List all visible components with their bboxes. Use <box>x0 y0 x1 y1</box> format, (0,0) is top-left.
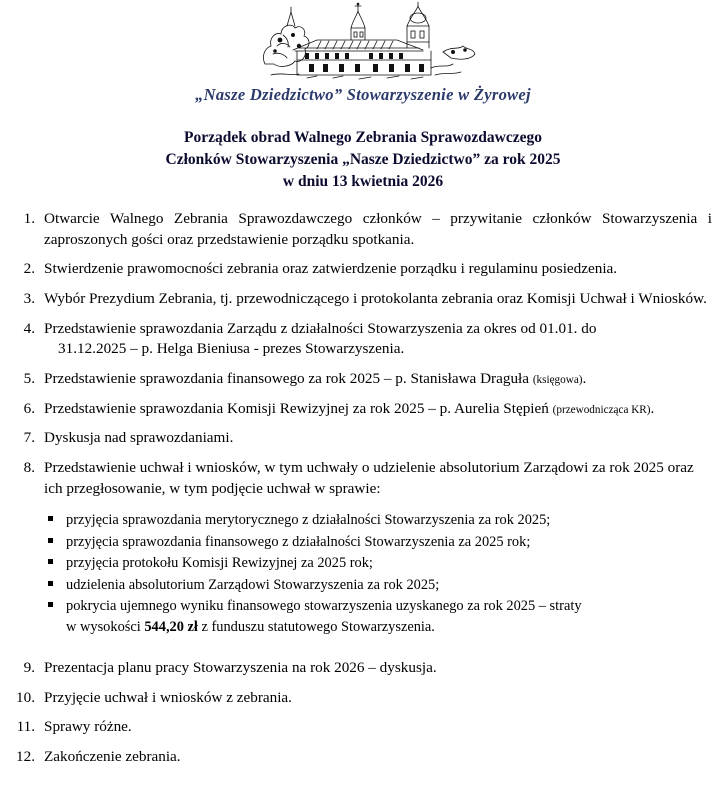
agenda-item-number: 9. <box>23 659 35 677</box>
square-bullet-icon <box>44 532 66 543</box>
agenda-item-text: Przyjęcie uchwał i wniosków z zebrania. <box>44 688 292 706</box>
agenda-item-number: 12. <box>16 748 35 766</box>
agenda-item-4-line-2: 31.12.2025 – p. Helga Bieniusa - prezes Stowarzyszenia. <box>58 340 405 358</box>
agenda-item-5-main: Przedstawienie sprawozdania finansowego za rok 2025 – p. Stanisława Draguła <box>44 370 533 388</box>
square-bullet-icon <box>44 553 66 564</box>
document-title <box>0 127 726 193</box>
agenda-subitem-3 <box>44 553 712 573</box>
agenda-item-text <box>44 369 726 390</box>
agenda-subitem-text: przyjęcia sprawozdania finansowego z działalności Stowarzyszenia za 2025 rok; <box>66 533 531 550</box>
agenda-subitem-5-prefix: w wysokości <box>66 618 145 635</box>
agenda-item-text <box>44 319 726 360</box>
agenda-item-number: 7. <box>23 429 35 447</box>
agenda-subitem-text <box>66 596 712 637</box>
agenda-item-text <box>44 458 726 649</box>
square-bullet-icon <box>44 575 66 586</box>
agenda-subitem-1 <box>44 510 712 530</box>
agenda-item-number: 10. <box>16 688 35 706</box>
agenda-item-12 <box>0 747 726 768</box>
agenda-item-6-main: Przedstawienie sprawozdania Komisji Rewizyjnej za rok 2025 – p. Aurelia Stępień <box>44 399 553 417</box>
agenda-item-text: Prezentacja planu pracy Stowarzyszenia na rok 2026 – dyskusja. <box>44 659 437 677</box>
square-bullet-icon <box>44 510 66 521</box>
agenda-subitem-2 <box>44 532 712 552</box>
agenda-item-number: 6. <box>23 399 35 417</box>
palace-engraving-icon <box>247 2 479 84</box>
organization-name: „Nasze Dziedzictwo” Stowarzyszenie w Żyrowej <box>195 85 531 104</box>
agenda-item-number: 2. <box>23 260 35 278</box>
agenda-subitem-4 <box>44 575 712 595</box>
agenda-subitem-5-suffix: z funduszu statutowego Stowarzyszenia. <box>197 618 435 635</box>
title-line-3-date: w dniu 13 kwietnia 2026 <box>282 173 444 190</box>
agenda-item-number: 11. <box>16 718 35 736</box>
agenda-item-1 <box>0 209 726 250</box>
agenda-item-number: 1. <box>23 210 35 227</box>
agenda-subitem-5-line-1: pokrycia ujemnego wyniku finansowego stowarzyszenia uzyskanego za rok 2025 – straty <box>66 598 582 615</box>
agenda-item-text: Zakończenie zebrania. <box>44 748 181 766</box>
agenda-item-text: Stwierdzenie prawomocności zebrania oraz zatwierdzenie porządku i regulaminu posiedzenia. <box>44 260 618 278</box>
agenda-item-8 <box>0 458 726 649</box>
agenda-item-6-role-note: (przewodnicząca KR) <box>552 403 651 416</box>
square-bullet-icon <box>44 596 66 607</box>
agenda-subitem-5-line-2 <box>66 617 702 637</box>
agenda-item-number: 4. <box>23 319 35 337</box>
agenda-item-number: 8. <box>23 459 35 477</box>
agenda-item-text <box>44 399 726 420</box>
agenda-item-5-tail: . <box>582 370 587 388</box>
agenda-item-7 <box>0 428 726 449</box>
agenda-list <box>0 209 726 768</box>
agenda-item-5 <box>0 369 726 390</box>
agenda-item-10 <box>0 688 726 709</box>
document-header <box>0 0 726 105</box>
agenda-subitem-text: przyjęcia sprawozdania merytorycznego z działalności Stowarzyszenia za rok 2025; <box>66 512 551 529</box>
agenda-item-4 <box>0 319 726 360</box>
agenda-item-text: Dyskusja nad sprawozdaniami. <box>44 429 234 447</box>
loss-amount: 544,20 zł <box>144 618 198 635</box>
agenda-item-number: 5. <box>23 370 35 388</box>
agenda-item-2 <box>0 259 726 280</box>
agenda-subitem-text: udzielenia absolutorium Zarządowi Stowarzyszenia za rok 2025; <box>66 576 440 593</box>
title-line-2: Członków Stowarzyszenia „Nasze Dziedzictwo” za rok 2025 <box>165 151 561 168</box>
agenda-item-3 <box>0 289 726 310</box>
agenda-sublist <box>44 510 712 637</box>
agenda-item-9 <box>0 658 726 679</box>
agenda-item-6-tail: . <box>650 399 655 417</box>
agenda-item-number: 3. <box>23 290 35 308</box>
agenda-item-4-line-1: Przedstawienie sprawozdania Zarządu z działalności Stowarzyszenia za okres od 01.01. do <box>44 319 597 337</box>
agenda-item-8-line-2: za rok 2025 oraz ich przegłosowanie, w tym podjęcie uchwał w sprawie: <box>44 459 694 497</box>
agenda-item-11 <box>0 717 726 738</box>
agenda-item-text: Sprawy różne. <box>44 718 132 736</box>
agenda-item-6 <box>0 399 726 420</box>
agenda-subitem-text: przyjęcia protokołu Komisji Rewizyjnej za 2025 rok; <box>66 555 373 572</box>
agenda-item-8-line-1: Przedstawienie uchwał i wniosków, w tym uchwały o udzielenie absolutorium Zarządowi <box>44 459 589 477</box>
agenda-subitem-5 <box>44 596 712 637</box>
agenda-item-text: Otwarcie Walnego Zebrania Sprawozdawczego członków – przywitanie członków Stowarzyszenia i zaproszonych gości oraz przedstawienie porządku spotkania. <box>44 210 712 248</box>
agenda-item-text: Wybór Prezydium Zebrania, tj. przewodniczącego i protokolanta zebrania oraz Komisji Uchwał i Wniosków. <box>44 290 707 308</box>
title-line-1: Porządek obrad Walnego Zebrania Sprawozdawczego <box>184 129 542 146</box>
agenda-item-5-role-note: (księgowa) <box>532 374 583 387</box>
